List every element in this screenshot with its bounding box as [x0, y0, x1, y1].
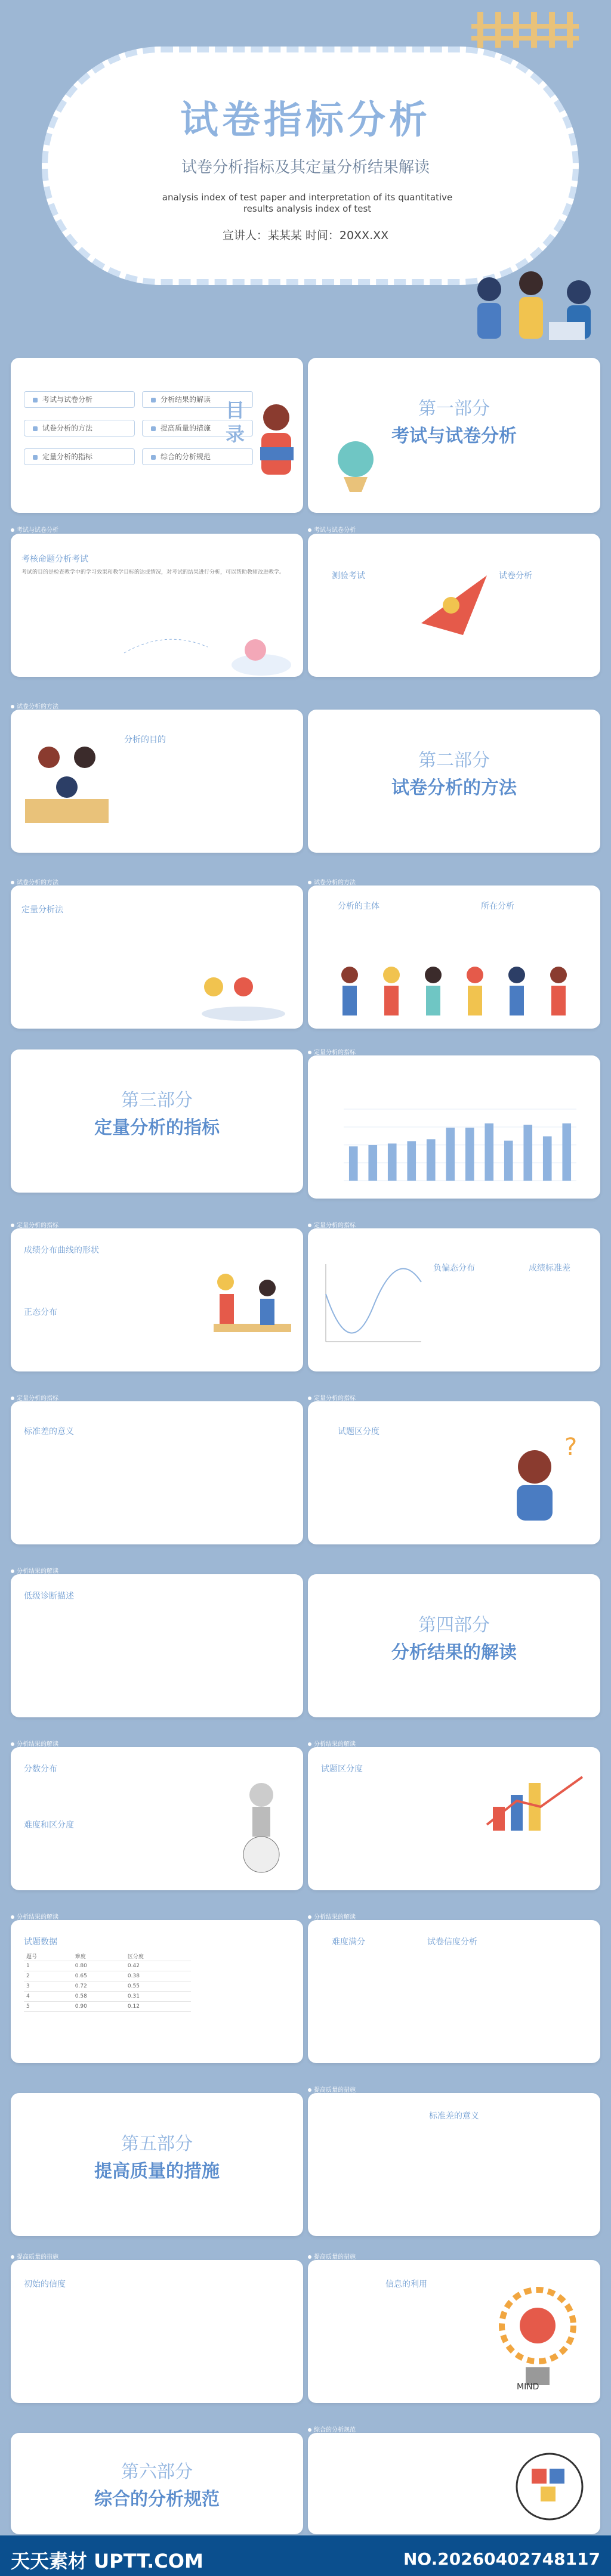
section-slide-4 [308, 1574, 600, 1717]
slide-heading: 测验考试 [332, 571, 365, 581]
slide-tag: 考试与试卷分析 [11, 525, 58, 534]
table-header: 题号 [24, 1951, 73, 1961]
slide-5 [11, 710, 303, 853]
table-cell: 3 [24, 1981, 73, 1992]
slide-heading: 正态分布 [24, 1308, 57, 1317]
slide-20 [308, 1920, 600, 2063]
chart-bar [388, 1144, 397, 1181]
curve-graph [320, 1258, 427, 1348]
bar-chart [338, 1103, 582, 1187]
slide-tag: 分析结果的解读 [308, 1739, 356, 1748]
toc-item[interactable]: 分析结果的解读 [142, 391, 253, 408]
slide-tag: 分析结果的解读 [308, 1912, 356, 1921]
toc-item[interactable]: 定量分析的指标 [24, 448, 135, 465]
slide-tag: 定量分析的指标 [308, 1393, 356, 1402]
chart-bar [427, 1139, 436, 1181]
slide-23 [11, 2260, 303, 2403]
toc-item[interactable]: 提高质量的措施 [142, 420, 253, 436]
slide-heading: 初始的信度 [24, 2280, 66, 2289]
table-cell: 5 [24, 2002, 73, 2012]
slide-tag: 试卷分析的方法 [11, 877, 58, 886]
section-number: 第六部分 [121, 2462, 193, 2482]
kids-row-illustration [326, 957, 588, 1023]
chart-bar [523, 1125, 532, 1181]
chart-bar [465, 1128, 474, 1181]
slide-tag: 综合的分析规范 [308, 2425, 356, 2433]
slide-heading: 负偏态分布 [433, 1264, 475, 1273]
kids-plane-illustration [415, 564, 493, 641]
table-cell: 0.55 [125, 1981, 191, 1992]
section-title: 试卷分析的方法 [391, 778, 517, 798]
slide-tag: 试卷分析的方法 [11, 701, 58, 710]
slide-heading: 分数分布 [24, 1764, 57, 1774]
table-cell: 0.90 [73, 2002, 125, 2012]
section-slide-3 [11, 1049, 303, 1193]
students-illustration [465, 256, 609, 346]
slide-13 [11, 1401, 303, 1544]
chart-slide [308, 1055, 600, 1199]
toc-item[interactable]: 试卷分析的方法 [24, 420, 135, 436]
slide-15 [11, 1574, 303, 1717]
slide-tag: 定量分析的指标 [11, 1393, 58, 1402]
slide-11 [11, 1228, 303, 1371]
mind-label: MIND [517, 2382, 539, 2392]
slide-tag: 分析结果的解读 [11, 1912, 58, 1921]
puzzle-head-illustration [505, 2445, 594, 2528]
slide-14 [308, 1401, 600, 1544]
svg-text:?: ? [564, 1433, 578, 1461]
table-cell: 2 [24, 1971, 73, 1981]
slide-heading: 信息的利用 [385, 2280, 427, 2289]
slide-heading: 定量分析法 [21, 905, 63, 915]
chart-bar [407, 1141, 416, 1181]
page-subtitle: 试卷分析指标及其定量分析结果解读 [181, 159, 430, 177]
slide-tag: 提高质量的措施 [11, 2252, 58, 2261]
section-title: 考试与试卷分析 [391, 426, 517, 447]
slide-7 [11, 886, 303, 1029]
classroom-illustration [19, 733, 115, 841]
table-cell: 4 [24, 1992, 73, 2002]
table-cell: 0.12 [125, 2002, 191, 2012]
slide-12 [308, 1228, 600, 1371]
slide-4 [308, 534, 600, 677]
teamwork-illustration [202, 1264, 297, 1366]
table-cell: 1 [24, 1961, 73, 1971]
slide-22 [308, 2093, 600, 2236]
slide-heading: 试题区分度 [338, 1427, 379, 1436]
section-title: 提高质量的措施 [94, 2161, 220, 2182]
table-row [24, 1992, 191, 2002]
slide-heading: 标准差的意义 [24, 1427, 74, 1436]
growth-chart-illustration [481, 1771, 594, 1837]
slide-19 [11, 1920, 303, 2063]
section-title: 分析结果的解读 [391, 1642, 517, 1663]
fence-decoration [459, 0, 597, 54]
slide-17 [11, 1747, 303, 1890]
table-row [24, 2002, 191, 2012]
footer-number-label: NO.20260402748117 [403, 2549, 600, 2569]
chart-bar [543, 1137, 552, 1181]
page-title: 试卷指标分析 [180, 98, 431, 143]
toc-item[interactable]: 综合的分析规范 [142, 448, 253, 465]
table-cell: 0.72 [73, 1981, 125, 1992]
slide-heading: 标准差的意义 [429, 2111, 479, 2121]
toc-item[interactable]: 考试与试卷分析 [24, 391, 135, 408]
slide-heading: 试题数据 [24, 1937, 57, 1947]
english-subtitle: analysis index of test paper and interpretation of its quantitative results analysis index of test [162, 192, 453, 214]
section-slide-5 [11, 2093, 303, 2236]
section-slide-2 [308, 710, 600, 853]
slide-heading: 试题区分度 [321, 1764, 363, 1774]
table-cell: 0.38 [125, 1971, 191, 1981]
slide-heading: 低级诊断描述 [24, 1592, 74, 1601]
chart-bar [446, 1128, 455, 1181]
reading-girl-illustration [249, 394, 303, 501]
chart-bar [368, 1145, 377, 1181]
slide-heading: 难度满分 [332, 1937, 365, 1947]
slide-heading: 分析的目的 [124, 735, 166, 745]
section-number: 第二部分 [418, 750, 490, 771]
slide-heading: 所在分析 [481, 902, 514, 911]
table-header: 难度 [73, 1951, 125, 1961]
slide-3 [11, 534, 303, 677]
chart-bar [349, 1146, 358, 1181]
children-illustration [190, 963, 297, 1023]
slide-heading: 难度和区分度 [24, 1820, 74, 1830]
footer-site-label: 天天素材 UPTT.COM [11, 2550, 203, 2572]
table-cell: 0.58 [73, 1992, 125, 2002]
thinking-boy-illustration [493, 1425, 594, 1532]
slide-24 [308, 2260, 600, 2403]
table-cell: 0.42 [125, 1961, 191, 1971]
table-row [24, 1961, 191, 1971]
table-cell: 0.65 [73, 1971, 125, 1981]
slide-tag: 提高质量的措施 [308, 2085, 356, 2094]
chart-bar [485, 1123, 493, 1181]
slide-tag: 定量分析的指标 [11, 1220, 58, 1229]
slide-tag: 定量分析的指标 [308, 1220, 356, 1229]
table-row [24, 1971, 191, 1981]
slide-heading: 试卷分析 [499, 571, 532, 581]
slide-heading: 分析的主体 [338, 902, 379, 911]
section-number: 第四部分 [418, 1615, 490, 1636]
slide-heading: 成绩分布曲线的形状 [24, 1246, 99, 1255]
chart-bar [562, 1123, 571, 1181]
slide-text: 考试的目的是检查教学中的学习效果和教学目标的达成情况，对考试的结果进行分析，可以帮助教师改进教学。 [21, 569, 285, 575]
table-row [24, 1981, 191, 1992]
toc-slide [11, 358, 303, 513]
slide-18 [308, 1747, 600, 1890]
slide-heading: 试卷信度分析 [427, 1937, 477, 1947]
plane-cloud-illustration [118, 623, 297, 677]
chart-bar [504, 1141, 513, 1181]
table-header: 区分度 [125, 1951, 191, 1961]
slide-tag: 定量分析的指标 [308, 1047, 356, 1056]
section-title: 综合的分析规范 [94, 2489, 220, 2510]
slide-heading: 考核命题分析考试 [21, 555, 88, 564]
section-slide-1 [308, 358, 600, 513]
presenter-meta: 宣讲人：某某某 时间：20XX.XX [222, 229, 389, 242]
gear-bulb-illustration [487, 2278, 588, 2397]
data-table [24, 1951, 191, 2012]
section-title: 定量分析的指标 [94, 1117, 220, 1138]
table-cell: 0.80 [73, 1961, 125, 1971]
balloon-icon [320, 435, 391, 507]
slide-tag: 提高质量的措施 [308, 2252, 356, 2261]
toc-title: 目录 [226, 399, 245, 445]
slide-8 [308, 886, 600, 1029]
football-figure-illustration [226, 1771, 297, 1878]
slide-tag: 分析结果的解读 [11, 1566, 58, 1575]
section-slide-6 [11, 2433, 303, 2534]
slide-tag: 试卷分析的方法 [308, 877, 356, 886]
slide-26 [308, 2433, 600, 2534]
table-header-row [24, 1951, 191, 1961]
slide-heading: 成绩标准差 [529, 1264, 570, 1273]
section-number: 第五部分 [121, 2134, 193, 2154]
table-cell: 0.31 [125, 1992, 191, 2002]
slide-tag: 考试与试卷分析 [308, 525, 356, 534]
section-number: 第一部分 [418, 398, 490, 419]
slide-tag: 分析结果的解读 [11, 1739, 58, 1748]
section-number: 第三部分 [121, 1090, 193, 1111]
